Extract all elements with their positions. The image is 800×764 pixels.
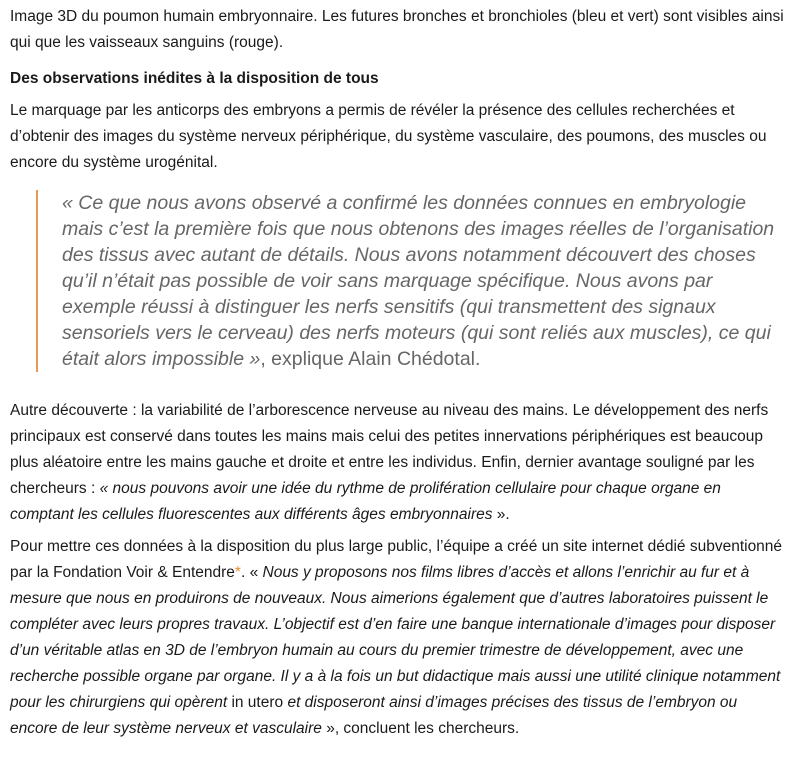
image-caption: Image 3D du poumon humain embryonnaire. Les futures bronches et bronchioles (bleu et vert) sont visibles ainsi qui que les vaisseaux sanguins (rouge). xyxy=(10,8,784,51)
quote-open: . « xyxy=(240,564,263,581)
researchers-quote-part1: Nous y proposons nos films libres d’accès et allons l’enrichir au fur et à mesure que nous en produirons de nouveaux. Nous aimerions également que d’autres laboratoires puissent le compléter avec leurs propres travaux. L’objectif est d’en faire une banque internationale d’images pour disposer d’un véritable atlas en 3D de l’embryon humain au cours du premier trimestre de développement, avec une recherche possible organe par organe. Il y a à la fois un but didactique mais aussi une utilité clinique notamment pour les chirurgiens qui opèrent xyxy=(10,564,781,711)
paragraph-text: Autre découverte : la variabilité de l’arborescence nerveuse au niveau des mains. Le développement des nerfs principaux est conservé dans toutes les mains mais celui des petites innervations périphériques est beaucoup plus aléatoire entre les mains gauche et droite et entre les individus. Enfin, dernier avantage souligné par les chercheurs : xyxy=(10,402,769,497)
pull-quote xyxy=(36,190,786,372)
paragraph-antibody-marking: Le marquage par les anticorps des embryons a permis de révéler la présence des cellules recherchées et d’obtenir des images du système nerveux périphérique, du système vasculaire, des poumons, des muscles ou encore du système urogénital. xyxy=(10,102,767,171)
footnote-asterisk: * xyxy=(234,564,241,581)
quote-attribution: , explique Alain Chédotal. xyxy=(260,348,481,370)
paragraph-website xyxy=(10,534,786,742)
researchers-quote: « nous pouvons avoir une idée du rythme de prolifération cellulaire pour chaque organe en comptant les cellules fluorescentes aux différents âges embryonnaires xyxy=(10,480,721,523)
quote-text: « Ce que nous avons observé a confirmé les données connues en embryologie mais c’est la première fois que nous obtenons des images réelles de l’organisation des tissus avec autant de détails. Nous avons notamment découvert des choses qu’il n’était pas possible de voir sans marquage spécifique. Nous avons par exemple réussi à distinguer les nerfs sensitifs (qui transmettent des signaux sensoriels vers le cerveau) des nerfs moteurs (qui sont reliés aux muscles), ce qui était alors impossible » xyxy=(62,192,775,370)
quote-close: ». xyxy=(492,506,510,523)
section-heading: Des observations inédites à la disposition de tous xyxy=(10,70,379,87)
paragraph-text: Pour mettre ces données à la disposition du plus large public, l’équipe a créé un site internet dédié subventionné par la Fondation Voir & Entendre xyxy=(10,538,783,581)
in-utero-term: in utero xyxy=(231,694,284,711)
researchers-quote-part2: et disposeront ainsi d’images précises des tissus de l’embryon ou encore de leur système nerveux et vasculaire xyxy=(10,694,738,737)
quote-close: », concluent les chercheurs. xyxy=(321,720,520,737)
paragraph-hand-variability xyxy=(10,398,786,528)
